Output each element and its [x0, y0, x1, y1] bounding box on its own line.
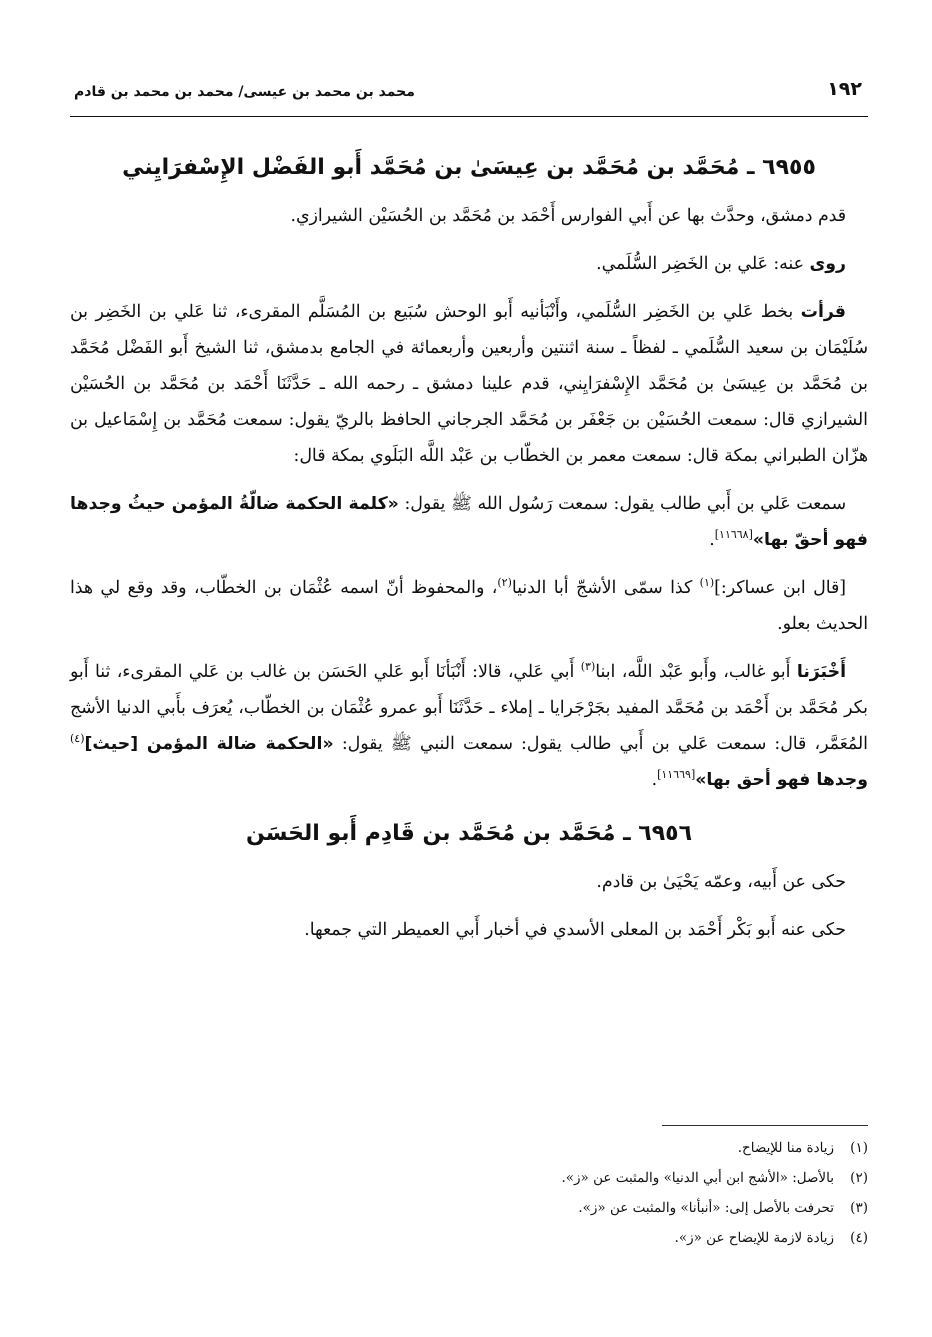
- paragraph-text: سمعت عَلي بن أَبي طالب يقول: سمعت رَسُول الله ﷺ يقول:: [398, 494, 846, 514]
- paragraph-text: بخط عَلي بن الخَضِر السُّلَمي، وأَنْبَأنيه أَبو الوحش سُبَيع بن المُسَلَّم المقرىء، ثنا عَلي بن الخَضِر بن سُلَيْمَان بن سعيد السُّلَمي ـ لفظاً ـ سنة اثنتين وأربعين وأربعمائة في الجامع بدمشق، ثنا الشيخ أَبو الفَضْل مُحَمَّد بن مُحَمَّد بن عِيسَىٰ بن مُحَمَّد الإِسْفرَايِني، قدم علينا دمشق ـ رحمه الله ـ حَدَّثَنَا أَحْمَد بن مُحَمَّد بن الحُسَيْن الشيرازي قال: سمعت الحُسَيْن بن جَعْفَر بن مُحَمَّد الجرجاني الحافظ بالريّ يقول: سمعت مُحَمَّد بن إِسْمَاعيل بن هزّان الطبراني بمكة قال: سمعت معمر بن الخطّاب بن عَبْد اللَّه البَلَوي بمكة قال:: [70, 302, 868, 466]
- paragraph-text: ، والمحفوظ أنّ اسمه عُثْمَان بن الخطّاب، وقد وقع لي هذا الحديث بعلو.: [70, 578, 868, 634]
- running-header: [70, 72, 868, 112]
- paragraph-text: [قال ابن عساكر:]: [714, 578, 846, 598]
- paragraph-text: عنه: عَلي بن الخَضِر السُّلَمي.: [596, 254, 810, 274]
- header-rule: [70, 116, 868, 117]
- footnote-marker: (٢): [497, 576, 512, 590]
- paragraph-text: كذا سمّى الأشجّ أبا الدنيا: [511, 578, 700, 598]
- page-number: ١٩٢: [827, 78, 862, 100]
- footnote: [70, 1133, 868, 1163]
- paragraph-text: قدم دمشق، وحدَّث بها عن أَبي الفوارس أَحْمَد بن مُحَمَّد بن الحُسَيْن الشيرازي.: [290, 206, 846, 226]
- footnotes: [70, 1133, 868, 1253]
- paragraph: أَخْبَرَنا أَبو غالب، وأَبو عَبْد اللَّه، ابنا$^{(٣)}$ أَبي عَلي، قالا: أَنْبَأنَا أَبو عَلي الحَسَن بن غالب بن عَلي المقرىء، ثنا أَبو بكر مُحَمَّد بن أَحْمَد بن مُحَمَّد المفيد بجَرْجَرايا ـ إملاء ـ حَدَّثَنَا أَبو عمرو عُثْمَان بن الخطّاب، يُعرَف بأَبي الدنيا الأشج المُعَمَّر، قال: سمعت عَلي بن أَبي طالب يقول: سمعت النبي ﷺ يقول: «الحكمة ضالة المؤمن [حيث]$^{(٤)}$ وجدها فهو أحق بها»[١١٦٦٩].: [70, 660, 868, 790]
- keyword: روى: [809, 254, 846, 274]
- footnote-number: (٤): [850, 1230, 868, 1246]
- paragraph-text: حكى عن أَبيه، وعمّه يَحْيَىٰ بن قادم.: [596, 872, 846, 892]
- hadith-ref: [١١٦٦٨]: [714, 528, 753, 542]
- keyword: أَخْبَرَنا: [796, 662, 846, 682]
- entry-heading-6955: ٦٩٥٥ ـ مُحَمَّد بن مُحَمَّد بن عِيسَىٰ بن مُحَمَّد أَبو الفَضْل الإِسْفرَايِني: [122, 155, 816, 180]
- footnote-marker: (٤): [70, 732, 85, 746]
- footnote: [70, 1163, 868, 1193]
- paragraph: [70, 912, 868, 948]
- hadith-text: وجدها فهو أحق بها»: [695, 770, 868, 790]
- footnote-number: (٢): [850, 1170, 868, 1186]
- paragraph: [70, 198, 868, 234]
- footnote-rule: [662, 1125, 868, 1126]
- paragraph-text: حكى عنه أَبو بَكْر أَحْمَد بن المعلى الأسدي في أخبار أَبي العميطر التي جمعها.: [304, 920, 846, 940]
- footnote-text: زيادة منا للإيضاح.: [737, 1140, 834, 1156]
- hadith-ref: [١١٦٦٩]: [657, 768, 696, 782]
- footnote: [70, 1223, 868, 1253]
- hadith-text: «كلمة الحكمة ضالّةُ المؤمن حيثُ وجدها فهو أحقّ بها»: [70, 494, 868, 550]
- paragraph: سمعت عَلي بن أَبي طالب يقول: سمعت رَسُول الله ﷺ يقول: «كلمة الحكمة ضالّةُ المؤمن حيثُ وجدها فهو أحقّ بها»[١١٦٦٨].: [70, 494, 868, 550]
- keyword: قرأت: [800, 302, 846, 322]
- footnote-number: (٣): [850, 1200, 868, 1216]
- entry-heading-6956: ٦٩٥٦ ـ مُحَمَّد بن مُحَمَّد بن قَادِم أَبو الحَسَن: [245, 821, 692, 846]
- paragraph: [70, 246, 868, 282]
- footnote-number: (١): [850, 1140, 868, 1156]
- footnote-marker: (٣): [580, 660, 596, 674]
- paragraph-text: أَبي عَلي، قالا: أَنْبَأنَا أَبو عَلي الحَسَن بن غالب بن عَلي المقرىء، ثنا أَبو بكر مُحَمَّد بن أَحْمَد بن مُحَمَّد المفيد بجَرْجَرايا ـ إملاء ـ حَدَّثَنَا أَبو عمرو عُثْمَان بن الخطّاب، يُعرَف بأَبي الدنيا الأشج المُعَمَّر، قال: سمعت عَلي بن أَبي طالب يقول: سمعت النبي ﷺ يقول:: [70, 662, 868, 754]
- footnote: [70, 1193, 868, 1223]
- footnote-text: زيادة لازمة للإيضاح عن «ز».: [674, 1230, 834, 1246]
- paragraph: [70, 294, 868, 474]
- paragraph: [70, 570, 868, 642]
- footnote-text: تحرفت بالأصل إلى: «أنبأنا» والمثبت عن «ز».: [578, 1200, 834, 1216]
- hadith-text: «الحكمة ضالة المؤمن [حيث]: [84, 734, 334, 754]
- footnote-text: بالأصل: «الأشج ابن أبي الدنيا» والمثبت عن «ز».: [561, 1170, 834, 1186]
- footnote-marker: (١): [699, 576, 715, 590]
- paragraph: [70, 864, 868, 900]
- running-title: محمد بن محمد بن عيسى/ محمد بن محمد بن قادم: [74, 84, 415, 100]
- page-body: [70, 146, 868, 948]
- paragraph-text: أَبو غالب، وأَبو عَبْد اللَّه، ابنا: [595, 662, 797, 682]
